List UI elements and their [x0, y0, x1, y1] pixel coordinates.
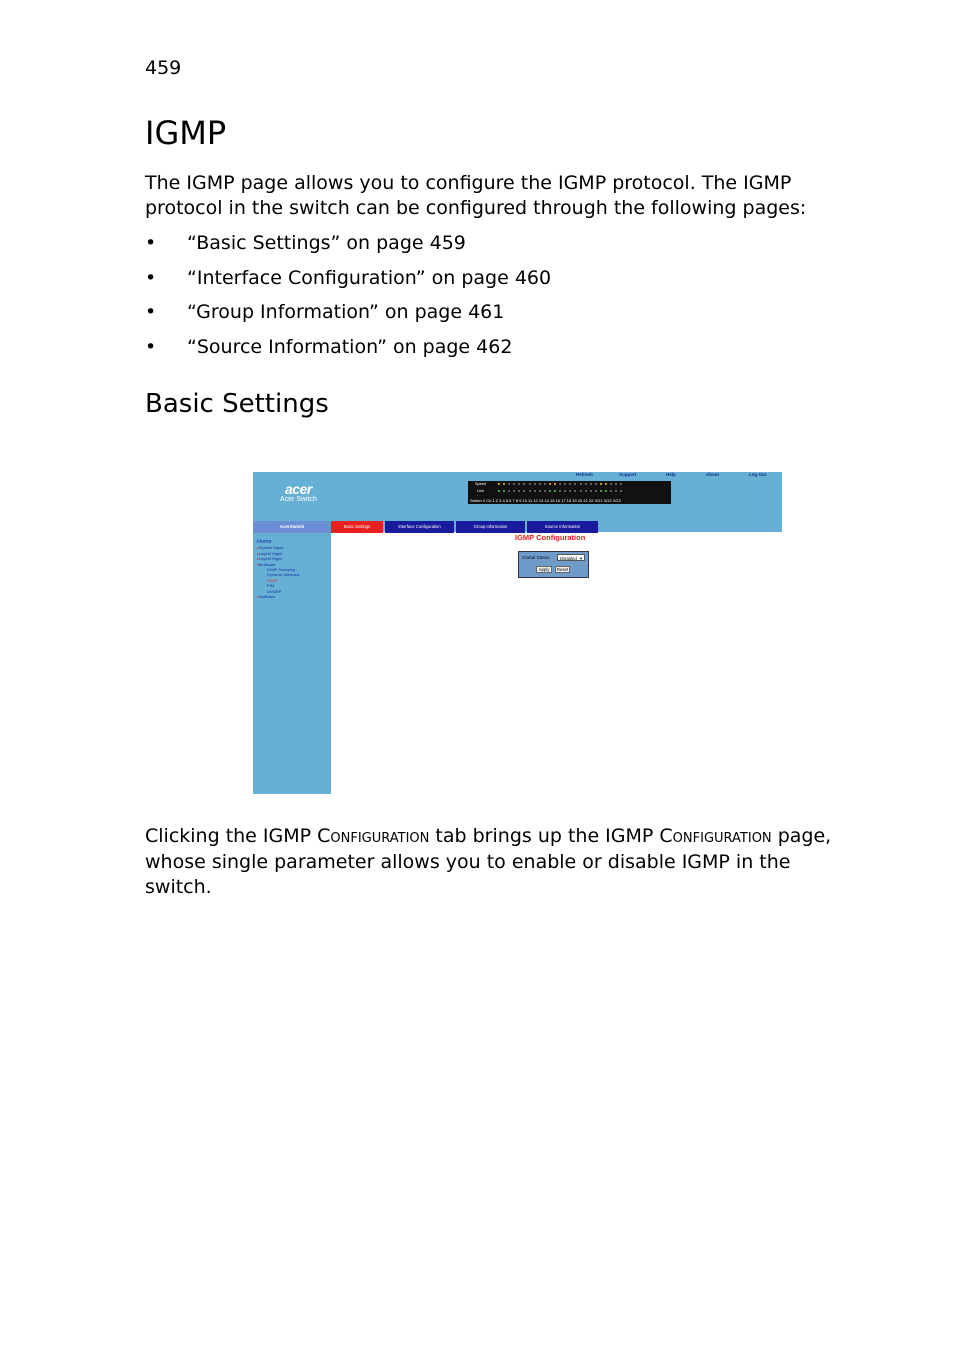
list-item — [145, 231, 551, 266]
sidebar-item-multicast[interactable]: ▾Multicast — [257, 561, 275, 567]
apply-button[interactable]: Apply — [536, 566, 552, 573]
sidebar-item-pim[interactable]: PIM — [267, 583, 275, 589]
arrow-right-icon: ▸ — [257, 545, 260, 551]
sidebar-item-home[interactable]: Home — [257, 539, 272, 545]
speed-label: Speed — [475, 482, 486, 486]
list-item — [145, 335, 551, 370]
port-status-panel — [468, 481, 671, 504]
bullet-icon: • — [145, 301, 157, 323]
sidebar-item-igmp-snooping[interactable]: IGMP Snooping — [267, 567, 296, 573]
sidebar-item-layer3[interactable]: ▸Layer3 Mgmt — [257, 556, 283, 562]
sidebar-item-layer2[interactable]: ▸Layer2 Mgmt — [257, 550, 283, 556]
arrow-right-icon: ▸ — [257, 556, 260, 562]
global-status-select[interactable]: Disabled ▾ — [557, 554, 585, 561]
bullet-icon: • — [145, 232, 157, 254]
tab-basic-settings[interactable]: Basic Settings — [331, 521, 383, 533]
list-item-text: “Interface Configuration” on page 460 — [187, 266, 552, 289]
tab-interface-configuration[interactable]: Interface Configuration — [385, 521, 454, 533]
arrow-right-icon: ▸ — [257, 550, 260, 556]
logo-subtitle: Acer Switch — [280, 496, 317, 503]
list-item — [145, 266, 551, 301]
chevron-down-icon: ▾ — [579, 556, 582, 561]
sidebar-item-system[interactable]: ▸System Mgmt — [257, 545, 284, 551]
tab-group-information[interactable]: Group Information — [456, 521, 525, 533]
speed-leds — [498, 483, 625, 486]
refresh-link[interactable]: Refresh — [576, 472, 593, 477]
sidebar-menu — [257, 540, 299, 599]
list-item-text: “Basic Settings” on page 459 — [187, 232, 466, 254]
help-link[interactable]: Help — [666, 472, 676, 477]
screenshot-figure — [253, 472, 782, 794]
section-heading: Basic Settings — [145, 389, 329, 419]
sidebar-item-igmp[interactable]: IGMP — [267, 577, 278, 583]
caption-paragraph: Clicking the IGMP Configuration tab brings up the IGMP Configuration page, whose single parameter allows you to enable or disable IGMP in the switch. — [145, 825, 832, 898]
bullet-icon: • — [145, 335, 157, 358]
sidebar-item-dynamic-multicast[interactable]: Dynamic Multicast — [267, 572, 300, 578]
support-link[interactable]: Support — [619, 472, 637, 477]
link-leds — [498, 490, 625, 493]
port-numbers: Switch 0 Ch 1 2 3 4 5 6 7 8 9 10 11 12 13 14 15 16 17 18 19 20 21 22 XG1 XG2 XG3 — [470, 498, 621, 503]
list-item — [145, 300, 551, 335]
sidebar-item-dvmrp[interactable]: DVMRP — [267, 588, 282, 594]
reset-button[interactable]: Reset — [556, 567, 569, 572]
page-title: IGMP — [145, 114, 227, 152]
content-title: IGMP Configuration — [515, 533, 586, 542]
global-status-label: Global Status — [522, 555, 550, 560]
page-list — [145, 231, 551, 369]
about-link[interactable]: About — [706, 472, 719, 477]
page-number: 459 — [145, 57, 182, 79]
arrow-down-icon: ▾ — [257, 561, 260, 567]
config-form — [518, 551, 589, 578]
sidebar-title: AcerSwitch — [253, 521, 331, 533]
tab-source-information[interactable]: Source Information — [527, 521, 598, 533]
intro-paragraph: The IGMP page allows you to configure the IGMP protocol. The IGMP protocol in the switch can be configured through the following pages: — [145, 172, 807, 219]
acer-logo: acer — [285, 481, 312, 497]
arrow-right-icon: ▸ — [257, 594, 260, 600]
top-links — [253, 472, 782, 480]
list-item-text: “Source Information” on page 462 — [187, 335, 513, 358]
logout-link[interactable]: Log Out — [749, 472, 767, 477]
sidebar-item-statistics[interactable]: ▸Statistics — [257, 594, 276, 600]
bullet-icon: • — [145, 266, 157, 289]
link-label: Link — [477, 489, 484, 493]
list-item-text: “Group Information” on page 461 — [187, 301, 505, 323]
